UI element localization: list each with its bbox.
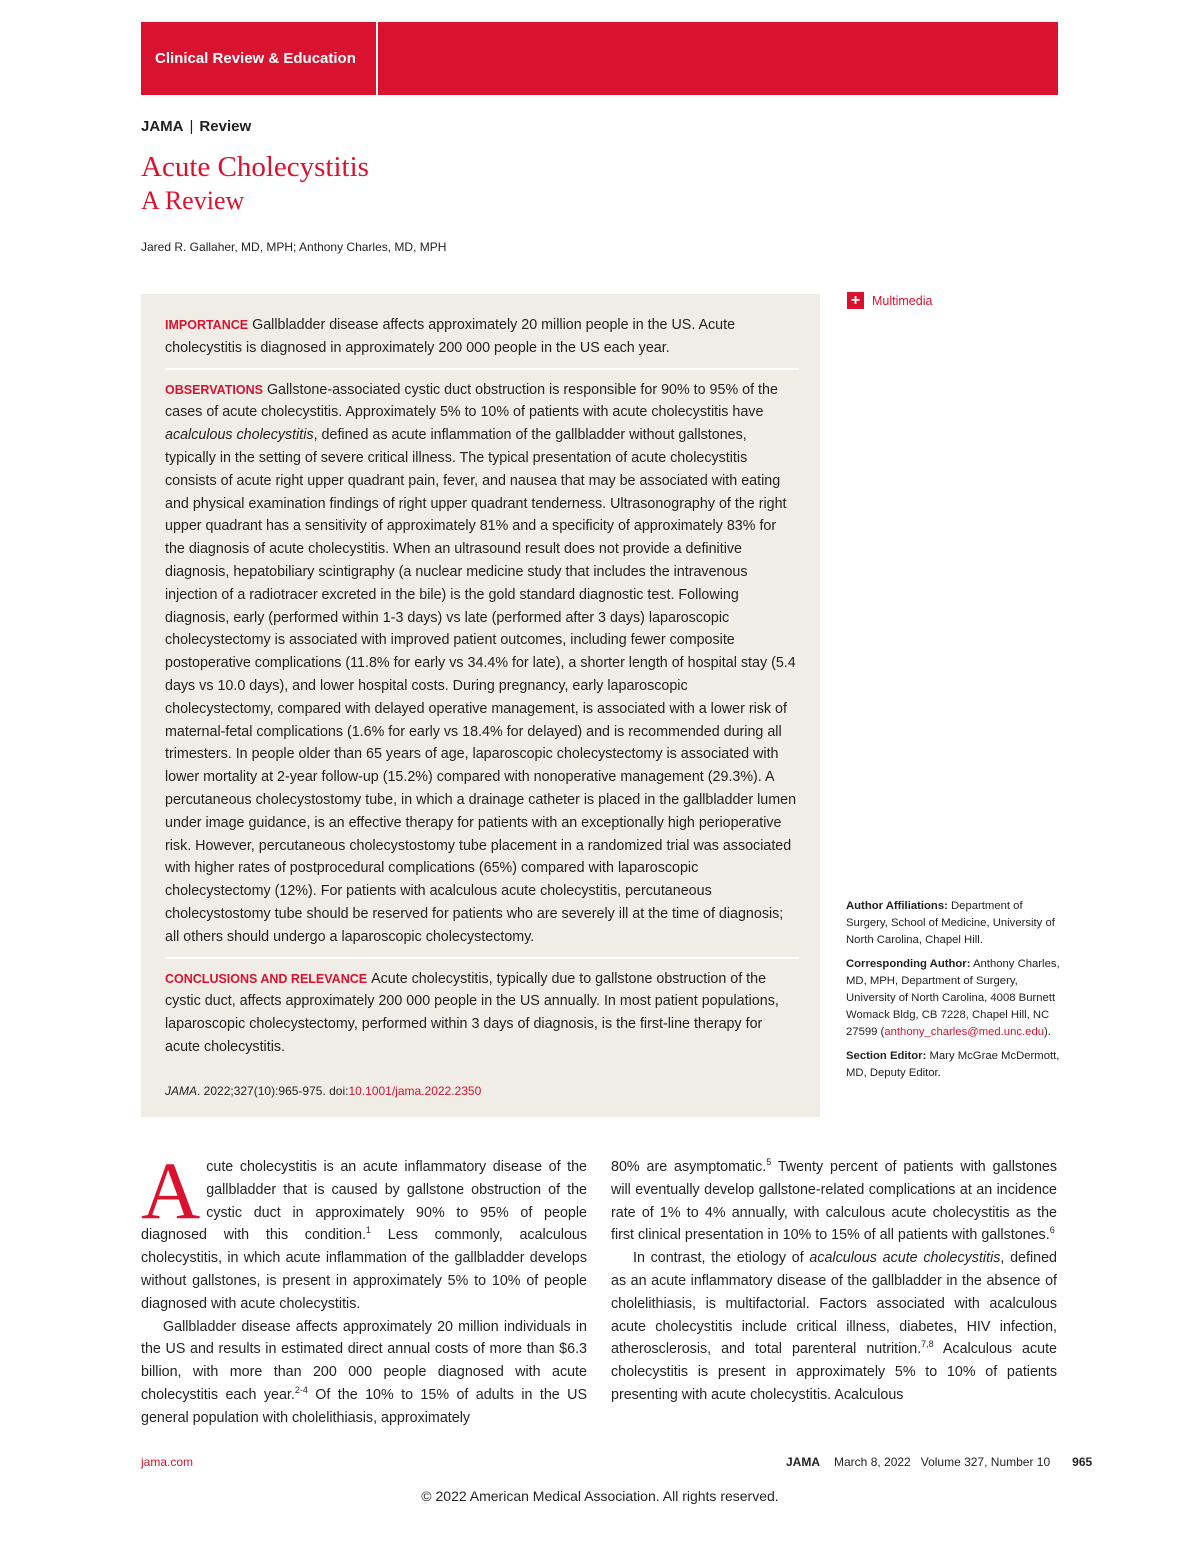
conclusions-heading: CONCLUSIONS AND RELEVANCE (165, 971, 368, 986)
editor-text: Mary McGrae McDermott, MD, Deputy Editor. (846, 1050, 1060, 1080)
citation-details: . 2022;327(10):965-975. doi: (197, 1084, 349, 1098)
footer-issue: March 8, 2022 Volume 327, Number 10 (834, 1455, 1051, 1469)
body-paragraph (141, 1145, 587, 1316)
body-text: Acalculous acute cholecystitis is present in approximately 5% to 10% of patients presenting with acute cholecystitis. Acalculous (611, 1341, 1057, 1403)
author-list: Jared R. Gallaher, MD, MPH; Anthony Charles, MD, MPH (141, 240, 447, 254)
body-text: Less commonly, acalculous cholecystitis, in which acute inflammation of the gallbladder develops without gallstones, is present in approximately 5% to 10% of people diagnosed with acute cholecystitis. (141, 1227, 587, 1312)
corresponding-author (846, 956, 1061, 1040)
abstract-box (141, 294, 820, 1117)
body-text: 80% are asymptomatic. (611, 1159, 767, 1175)
multimedia-link[interactable] (847, 292, 932, 309)
reference-number[interactable]: 7,8 (921, 1339, 934, 1350)
importance-heading: IMPORTANCE (165, 318, 249, 332)
observations-text-a: Gallstone-associated cystic duct obstruction is responsible for 90% to 95% of the cases of acute cholecystitis. Approximately 5% to 10% of patients with acute cholecystitis have (165, 381, 778, 421)
abstract-conclusions (165, 968, 799, 1059)
body-column-left (141, 1145, 588, 1430)
body-paragraph (611, 1247, 1057, 1407)
abstract-divider (165, 368, 799, 370)
corresponding-end: ). (1044, 1025, 1051, 1038)
body-text: In contrast, the etiology of (633, 1250, 810, 1267)
journal-separator: | (189, 118, 194, 135)
page-number: 965 (1072, 1455, 1093, 1469)
body-text: Gallbladder disease affects approximately 20 million individuals in the US and results in estimated direct annual costs of more than $6.3 billion, with more than 200 000 people diagnosed with acute cholecystitis each year. (141, 1318, 587, 1403)
affiliations-text: Department of Surgery, School of Medicine, University of North Carolina, Chapel Hill. (846, 900, 1055, 946)
multimedia-label: Multimedia (872, 293, 933, 308)
corresponding-email-link[interactable]: anthony_charles@med.unc.edu (884, 1025, 1045, 1038)
section-editor (846, 1048, 1061, 1082)
body-text: Of the 10% to 15% of adults in the US general population with cholelithiasis, approximately (141, 1386, 588, 1426)
citation (165, 1080, 481, 1103)
drop-cap: A (141, 1145, 201, 1236)
journal-line (141, 118, 251, 135)
plus-icon: + (847, 292, 864, 309)
body-text: Twenty percent of patients with gallstones will eventually develop gallstone-related complications at an incidence rate of 1% to 4% annually, with calculous acute cholecystitis as the first clinical presentation in 10% to 15% of all patients with gallstones. (611, 1159, 1057, 1244)
section-label: Clinical Review & Education (141, 22, 378, 95)
journal-name: JAMA (141, 118, 184, 135)
footer-site-link[interactable]: jama.com (141, 1455, 194, 1469)
article-subtitle: A Review (141, 186, 245, 215)
copyright-notice: © 2022 American Medical Association. All rights reserved. (421, 1488, 779, 1504)
author-affiliations (846, 898, 1061, 948)
article-type: Review (199, 118, 252, 135)
article-title: Acute Cholecystitis (141, 151, 369, 183)
corresponding-label: Corresponding Author: (846, 958, 971, 971)
author-notes (846, 898, 1061, 1090)
body-text: , defined as an acute inflammatory disease of the gallbladder in the absence of cholelithiasis, is multifactorial. Factors associated with acalculous acute cholecystitis include critical illness, diabetes, HIV infection, atherosclerosis, and total parenteral nutrition. (611, 1250, 1057, 1358)
affiliations-label: Author Affiliations: (846, 900, 948, 912)
abstract-importance (165, 314, 799, 360)
reference-number[interactable]: 5 (766, 1157, 772, 1168)
body-italic: acalculous acute cholecystitis (809, 1250, 1001, 1267)
reference-number[interactable]: 1 (366, 1225, 372, 1236)
conclusions-text: Acute cholecystitis, typically due to gallstone obstruction of the cystic duct, affects approximately 200 000 people in the US annually. In most patient populations, laparoscopic cholecystectomy, performed within 3 days of diagnosis, is the first-line therapy for acute cholecystitis. (165, 970, 779, 1055)
body-text: cute cholecystitis is an acute inflammatory disease of the gallbladder that is caused by gallstone obstruction of the cystic duct in approximately 90% to 95% of people diagnosed with this condition. (141, 1159, 587, 1244)
abstract-observations (165, 379, 799, 949)
body-column-right (611, 1156, 1057, 1407)
citation-journal: JAMA (165, 1084, 198, 1098)
body-paragraph (141, 1316, 587, 1430)
reference-number[interactable]: 6 (1049, 1225, 1055, 1236)
observations-text-b: , defined as acute inflammation of the gallbladder without gallstones, typically in the setting of severe critical illness. The typical presentation of acute cholecystitis consists of acute right upper quadrant pain, fever, and nausea that may be associated with eating and physical examination findings of right upper quadrant tenderness. Ultrasonography of the right upper quadrant has a sensitivity of approximately 81% and a specificity of approximately 83% for the diagnosis of acute cholecystitis. When an ultrasound result does not provide a definitive diagnosis, hepatobiliary scintigraphy (a nuclear medicine study that includes the intravenous injection of a radiotracer excreted in the bile) is the gold standard diagnostic test. Following diagnosis, early (performed within 1-3 days) vs late (performed after 3 days) laparoscopic cholecystectomy is associated with improved patient outcomes, including fewer composite postoperative complications (11.8% for early vs 34.4% for late), a shorter length of hospital stay (5.4 days vs 10.0 days), and lower hospital costs. During pregnancy, early laparoscopic cholecystectomy, compared with delayed operative management, is associated with a lower risk of maternal-fetal complications (1.6% for early vs 18.4% for delayed) and is recommended during all trimesters. In people older than 65 years of age, laparoscopic cholecystectomy is associated with lower mortality at 2-year follow-up (15.2%) compared with nonoperative management (29.3%). A percutaneous cholecystostomy tube, in which a drainage catheter is placed in the gallbladder lumen under image guidance, is an effective therapy for patients with an exceptionally high perioperative risk. However, percutaneous cholecystostomy tube placement in a randomized trial was associated with higher rates of postprocedural complications (65%) compared with laparoscopic cholecystectomy (12%). For patients with acalculous acute cholecystitis, percutaneous cholecystostomy tube should be reserved for patients who are severely ill at the time of diagnosis; all others should undergo a laparoscopic cholecystectomy. (165, 427, 797, 945)
corresponding-text: Anthony Charles, MD, MPH, Department of Surgery, University of North Carolina, 4008 Burnett Womack Bldg, CB 7228, Chapel Hill, NC 27599 ( (846, 958, 1060, 1038)
abstract-divider (165, 957, 799, 959)
body-paragraph (611, 1156, 1057, 1247)
editor-label: Section Editor: (846, 1050, 927, 1063)
importance-text: Gallbladder disease affects approximately 20 million people in the US. Acute cholecystitis is diagnosed in approximately 200 000 people in the US each year. (165, 317, 736, 356)
observations-italic: acalculous cholecystitis (165, 427, 314, 444)
observations-heading: OBSERVATIONS (165, 382, 263, 397)
citation-doi-link[interactable]: 10.1001/jama.2022.2350 (348, 1084, 482, 1098)
reference-number[interactable]: 2-4 (294, 1385, 308, 1396)
footer-journal: JAMA (786, 1455, 821, 1469)
footer-issue-info (786, 1455, 1092, 1469)
